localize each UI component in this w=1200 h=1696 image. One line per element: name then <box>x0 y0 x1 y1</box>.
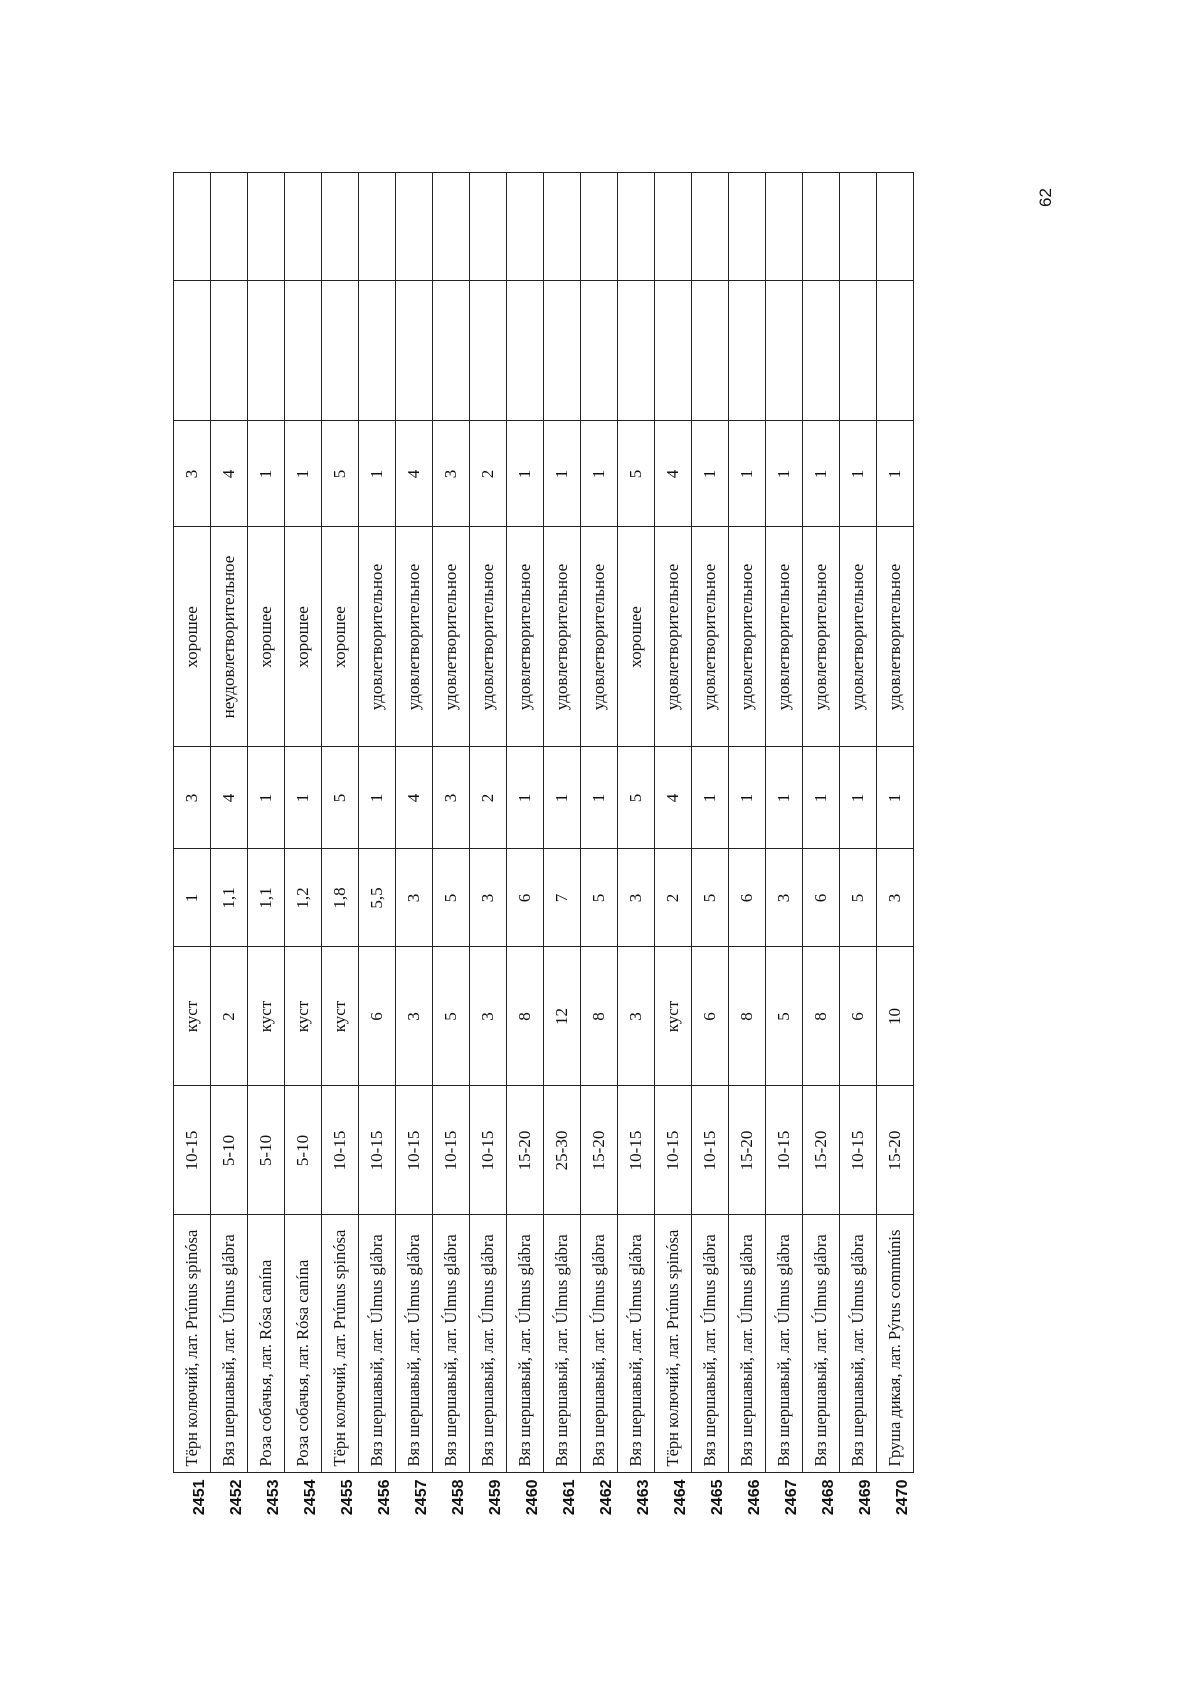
condition-cell: удовлетворительное <box>655 527 692 747</box>
category-cell: 1 <box>507 421 544 527</box>
condition-cell: удовлетворительное <box>766 527 803 747</box>
category-cell: 1 <box>877 421 914 527</box>
quantity-cell: 5 <box>322 747 359 849</box>
species-cell: Груша дикая, лат. Pýrus commúnis <box>877 1215 914 1473</box>
diameter-cell: 6 <box>840 947 877 1086</box>
condition-cell: удовлетворительное <box>470 527 507 747</box>
table-body <box>174 173 914 1533</box>
empty-cell <box>322 173 359 281</box>
empty-cell <box>581 281 618 421</box>
row-number: 2469 <box>840 1473 877 1533</box>
condition-cell: хорошее <box>322 527 359 747</box>
diameter-cell: 3 <box>396 947 433 1086</box>
quantity-cell: 1 <box>359 747 396 849</box>
height-cell: 3 <box>618 849 655 947</box>
height-cell: 2 <box>655 849 692 947</box>
table-row <box>322 173 359 1533</box>
category-cell: 4 <box>655 421 692 527</box>
age-cell: 15-20 <box>507 1086 544 1215</box>
height-cell: 1,2 <box>285 849 322 947</box>
diameter-cell: 10 <box>877 947 914 1086</box>
table-row <box>285 173 322 1533</box>
height-cell: 5 <box>433 849 470 947</box>
empty-cell <box>803 173 840 281</box>
height-cell: 5 <box>581 849 618 947</box>
empty-cell <box>877 281 914 421</box>
category-cell: 1 <box>581 421 618 527</box>
age-cell: 10-15 <box>433 1086 470 1215</box>
quantity-cell: 1 <box>581 747 618 849</box>
row-number: 2468 <box>803 1473 840 1533</box>
diameter-cell: 8 <box>507 947 544 1086</box>
quantity-cell: 1 <box>766 747 803 849</box>
row-number: 2457 <box>396 1473 433 1533</box>
empty-cell <box>618 281 655 421</box>
height-cell: 3 <box>877 849 914 947</box>
empty-cell <box>359 281 396 421</box>
age-cell: 15-20 <box>729 1086 766 1215</box>
species-cell: Роза собачья, лат. Rósa canína <box>285 1215 322 1473</box>
category-cell: 2 <box>470 421 507 527</box>
empty-cell <box>470 281 507 421</box>
category-cell: 4 <box>211 421 248 527</box>
empty-cell <box>544 173 581 281</box>
empty-cell <box>655 173 692 281</box>
table-row <box>766 173 803 1533</box>
table-row <box>174 173 211 1533</box>
diameter-cell: куст <box>174 947 211 1086</box>
diameter-cell: 3 <box>618 947 655 1086</box>
quantity-cell: 1 <box>507 747 544 849</box>
species-cell: Вяз шершавый, лат. Úlmus glábra <box>618 1215 655 1473</box>
empty-cell <box>692 281 729 421</box>
table-row <box>544 173 581 1533</box>
empty-cell <box>618 173 655 281</box>
row-number: 2452 <box>211 1473 248 1533</box>
age-cell: 15-20 <box>581 1086 618 1215</box>
diameter-cell: 8 <box>581 947 618 1086</box>
table-row <box>840 173 877 1533</box>
empty-cell <box>285 173 322 281</box>
height-cell: 3 <box>766 849 803 947</box>
row-number: 2454 <box>285 1473 322 1533</box>
tree-inventory-table <box>173 173 914 1534</box>
quantity-cell: 2 <box>470 747 507 849</box>
empty-cell <box>248 281 285 421</box>
quantity-cell: 1 <box>544 747 581 849</box>
quantity-cell: 4 <box>396 747 433 849</box>
condition-cell: хорошее <box>618 527 655 747</box>
species-cell: Вяз шершавый, лат. Úlmus glábra <box>544 1215 581 1473</box>
quantity-cell: 1 <box>840 747 877 849</box>
height-cell: 5 <box>840 849 877 947</box>
quantity-cell: 4 <box>655 747 692 849</box>
row-number: 2459 <box>470 1473 507 1533</box>
row-number: 2451 <box>174 1473 211 1533</box>
height-cell: 7 <box>544 849 581 947</box>
table-row <box>248 173 285 1533</box>
age-cell: 10-15 <box>359 1086 396 1215</box>
row-number: 2466 <box>729 1473 766 1533</box>
table-row <box>211 173 248 1533</box>
condition-cell: удовлетворительное <box>581 527 618 747</box>
species-cell: Тёрн колючий, лат. Prúnus spinósa <box>322 1215 359 1473</box>
category-cell: 1 <box>359 421 396 527</box>
row-number: 2465 <box>692 1473 729 1533</box>
empty-cell <box>211 173 248 281</box>
table-row <box>803 173 840 1533</box>
condition-cell: удовлетворительное <box>729 527 766 747</box>
empty-cell <box>877 173 914 281</box>
empty-cell <box>655 281 692 421</box>
height-cell: 3 <box>470 849 507 947</box>
empty-cell <box>174 281 211 421</box>
empty-cell <box>692 173 729 281</box>
condition-cell: удовлетворительное <box>544 527 581 747</box>
species-cell: Вяз шершавый, лат. Úlmus glábra <box>766 1215 803 1473</box>
condition-cell: удовлетворительное <box>692 527 729 747</box>
diameter-cell: 8 <box>729 947 766 1086</box>
age-cell: 10-15 <box>618 1086 655 1215</box>
height-cell: 5,5 <box>359 849 396 947</box>
diameter-cell: 3 <box>470 947 507 1086</box>
height-cell: 3 <box>396 849 433 947</box>
quantity-cell: 1 <box>285 747 322 849</box>
category-cell: 5 <box>618 421 655 527</box>
category-cell: 1 <box>729 421 766 527</box>
height-cell: 5 <box>692 849 729 947</box>
empty-cell <box>803 281 840 421</box>
condition-cell: удовлетворительное <box>359 527 396 747</box>
row-number: 2458 <box>433 1473 470 1533</box>
age-cell: 10-15 <box>840 1086 877 1215</box>
empty-cell <box>285 281 322 421</box>
row-number: 2461 <box>544 1473 581 1533</box>
empty-cell <box>544 281 581 421</box>
condition-cell: удовлетворительное <box>507 527 544 747</box>
empty-cell <box>322 281 359 421</box>
condition-cell: хорошее <box>285 527 322 747</box>
condition-cell: удовлетворительное <box>840 527 877 747</box>
species-cell: Вяз шершавый, лат. Úlmus glábra <box>729 1215 766 1473</box>
condition-cell: хорошее <box>248 527 285 747</box>
category-cell: 3 <box>174 421 211 527</box>
table-row <box>729 173 766 1533</box>
diameter-cell: 6 <box>692 947 729 1086</box>
category-cell: 1 <box>840 421 877 527</box>
empty-cell <box>211 281 248 421</box>
diameter-cell: куст <box>285 947 322 1086</box>
species-cell: Вяз шершавый, лат. Úlmus glábra <box>581 1215 618 1473</box>
row-number: 2456 <box>359 1473 396 1533</box>
species-cell: Вяз шершавый, лат. Úlmus glábra <box>211 1215 248 1473</box>
age-cell: 15-20 <box>803 1086 840 1215</box>
empty-cell <box>248 173 285 281</box>
diameter-cell: 5 <box>766 947 803 1086</box>
species-cell: Вяз шершавый, лат. Úlmus glábra <box>433 1215 470 1473</box>
empty-cell <box>729 173 766 281</box>
table-row <box>507 173 544 1533</box>
quantity-cell: 1 <box>877 747 914 849</box>
condition-cell: удовлетворительное <box>803 527 840 747</box>
row-number: 2470 <box>877 1473 914 1533</box>
table-row <box>359 173 396 1533</box>
row-number: 2467 <box>766 1473 803 1533</box>
row-number: 2462 <box>581 1473 618 1533</box>
species-cell: Вяз шершавый, лат. Úlmus glábra <box>470 1215 507 1473</box>
diameter-cell: 5 <box>433 947 470 1086</box>
age-cell: 15-20 <box>877 1086 914 1215</box>
empty-cell <box>507 281 544 421</box>
condition-cell: удовлетворительное <box>396 527 433 747</box>
category-cell: 1 <box>248 421 285 527</box>
row-number: 2453 <box>248 1473 285 1533</box>
species-cell: Тёрн колючий, лат. Prúnus spinósa <box>655 1215 692 1473</box>
species-cell: Вяз шершавый, лат. Úlmus glábra <box>840 1215 877 1473</box>
empty-cell <box>840 173 877 281</box>
condition-cell: удовлетворительное <box>877 527 914 747</box>
age-cell: 10-15 <box>174 1086 211 1215</box>
empty-cell <box>766 173 803 281</box>
table-row <box>470 173 507 1533</box>
species-cell: Вяз шершавый, лат. Úlmus glábra <box>507 1215 544 1473</box>
table-row <box>618 173 655 1533</box>
age-cell: 5-10 <box>211 1086 248 1215</box>
category-cell: 1 <box>285 421 322 527</box>
age-cell: 5-10 <box>248 1086 285 1215</box>
empty-cell <box>396 281 433 421</box>
quantity-cell: 3 <box>433 747 470 849</box>
age-cell: 10-15 <box>655 1086 692 1215</box>
quantity-cell: 4 <box>211 747 248 849</box>
diameter-cell: куст <box>322 947 359 1086</box>
height-cell: 6 <box>803 849 840 947</box>
condition-cell: хорошее <box>174 527 211 747</box>
quantity-cell: 1 <box>803 747 840 849</box>
age-cell: 5-10 <box>285 1086 322 1215</box>
table-row <box>581 173 618 1533</box>
species-cell: Вяз шершавый, лат. Úlmus glábra <box>692 1215 729 1473</box>
row-number: 2460 <box>507 1473 544 1533</box>
empty-cell <box>433 281 470 421</box>
height-cell: 6 <box>729 849 766 947</box>
quantity-cell: 1 <box>248 747 285 849</box>
condition-cell: удовлетворительное <box>433 527 470 747</box>
empty-cell <box>470 173 507 281</box>
empty-cell <box>396 173 433 281</box>
age-cell: 10-15 <box>396 1086 433 1215</box>
category-cell: 3 <box>433 421 470 527</box>
condition-cell: неудовлетворительное <box>211 527 248 747</box>
table-row <box>396 173 433 1533</box>
empty-cell <box>433 173 470 281</box>
quantity-cell: 1 <box>692 747 729 849</box>
page-number: 62 <box>1036 188 1055 207</box>
diameter-cell: 8 <box>803 947 840 1086</box>
row-number: 2463 <box>618 1473 655 1533</box>
height-cell: 1,1 <box>248 849 285 947</box>
age-cell: 10-15 <box>470 1086 507 1215</box>
table-row <box>433 173 470 1533</box>
height-cell: 1,8 <box>322 849 359 947</box>
category-cell: 4 <box>396 421 433 527</box>
empty-cell <box>729 281 766 421</box>
diameter-cell: куст <box>655 947 692 1086</box>
height-cell: 1 <box>174 849 211 947</box>
table-row <box>692 173 729 1533</box>
age-cell: 25-30 <box>544 1086 581 1215</box>
species-cell: Вяз шершавый, лат. Úlmus glábra <box>396 1215 433 1473</box>
species-cell: Тёрн колючий, лат. Prúnus spinósa <box>174 1215 211 1473</box>
diameter-cell: куст <box>248 947 285 1086</box>
empty-cell <box>507 173 544 281</box>
quantity-cell: 5 <box>618 747 655 849</box>
height-cell: 1,1 <box>211 849 248 947</box>
empty-cell <box>840 281 877 421</box>
species-cell: Вяз шершавый, лат. Úlmus glábra <box>359 1215 396 1473</box>
diameter-cell: 2 <box>211 947 248 1086</box>
empty-cell <box>766 281 803 421</box>
height-cell: 6 <box>507 849 544 947</box>
age-cell: 10-15 <box>692 1086 729 1215</box>
empty-cell <box>359 173 396 281</box>
quantity-cell: 1 <box>729 747 766 849</box>
age-cell: 10-15 <box>766 1086 803 1215</box>
category-cell: 1 <box>803 421 840 527</box>
table-row <box>655 173 692 1533</box>
species-cell: Вяз шершавый, лат. Úlmus glábra <box>803 1215 840 1473</box>
table-row <box>877 173 914 1533</box>
empty-cell <box>581 173 618 281</box>
empty-cell <box>174 173 211 281</box>
row-number: 2455 <box>322 1473 359 1533</box>
category-cell: 1 <box>766 421 803 527</box>
category-cell: 5 <box>322 421 359 527</box>
age-cell: 10-15 <box>322 1086 359 1215</box>
row-number: 2464 <box>655 1473 692 1533</box>
species-cell: Роза собачья, лат. Rósa canína <box>248 1215 285 1473</box>
quantity-cell: 3 <box>174 747 211 849</box>
category-cell: 1 <box>692 421 729 527</box>
diameter-cell: 12 <box>544 947 581 1086</box>
category-cell: 1 <box>544 421 581 527</box>
diameter-cell: 6 <box>359 947 396 1086</box>
